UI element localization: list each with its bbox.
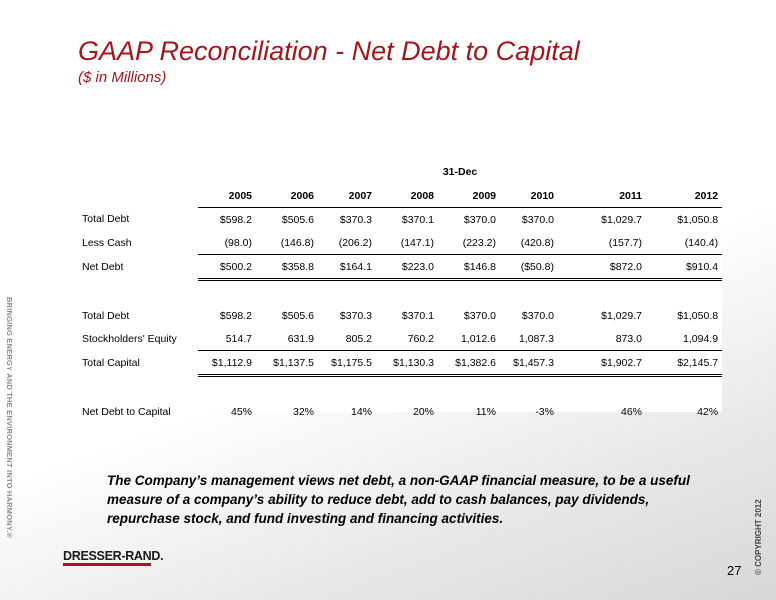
row-label: Less Cash [82, 236, 132, 249]
cell: 1,094.9 [646, 327, 722, 351]
slide-subtitle: ($ in Millions) [78, 69, 167, 86]
copyright-text: © COPYRIGHT 2012 [754, 499, 763, 575]
cell: (223.2) [438, 231, 500, 255]
cell: $370.0 [521, 213, 554, 226]
management-note: The Company’s management views net debt, a non-GAAP financial measure, to be a useful measure of a company’s ability to reduce debt, add to cash balances, pay dividends, repurchase stock, and fund investing and financing activities. [107, 473, 690, 526]
cell: 20% [412, 405, 434, 418]
slide-title: GAAP Reconciliation - Net Debt to Capital [78, 36, 580, 66]
row-label: Net Debt to Capital [82, 405, 171, 418]
cell: (146.8) [256, 231, 318, 255]
side-tagline [4, 297, 16, 539]
cell: ($50.8) [500, 255, 558, 280]
cell: (147.1) [376, 231, 438, 255]
table-row-total-capital [74, 351, 722, 376]
cell: 514.7 [198, 327, 256, 351]
cell: 42% [697, 405, 719, 418]
page-number: 27 [727, 563, 742, 578]
cell: (98.0) [198, 231, 256, 255]
cell: (140.4) [646, 231, 722, 255]
cell: $1,902.7 [558, 351, 646, 376]
cell: 1,087.3 [500, 327, 558, 351]
cell: $598.2 [219, 213, 252, 226]
cell: $598.2 [219, 309, 252, 322]
cell: $1,137.5 [256, 351, 318, 376]
table-row-stockholders-equity [74, 327, 722, 351]
table-row-total-debt [74, 304, 722, 327]
year-header: 2012 [646, 184, 722, 208]
cell: $370.0 [521, 309, 554, 322]
cell: $370.0 [463, 213, 496, 226]
cell: 760.2 [376, 327, 438, 351]
copyright-notice [754, 485, 766, 575]
cell: $910.4 [646, 255, 722, 280]
reconciliation-table [74, 160, 722, 423]
table-row-net-debt-to-capital [74, 400, 722, 423]
cell: $358.8 [256, 255, 318, 280]
side-tagline-text: BRINGING ENERGY AND THE ENVIRONMENT INTO HARMONY.® [5, 297, 14, 539]
cell: (157.7) [558, 231, 646, 255]
cell: $370.3 [339, 309, 372, 322]
cell: $872.0 [558, 255, 646, 280]
row-label: Total Debt [82, 213, 130, 226]
reconciliation-table-container [74, 160, 722, 418]
cell: $1,112.9 [198, 351, 256, 376]
cell: 805.2 [318, 327, 376, 351]
cell: 1,012.6 [438, 327, 500, 351]
year-header: 2007 [318, 184, 376, 208]
cell: $1,130.3 [376, 351, 438, 376]
table-row-net-debt [74, 255, 722, 280]
cell: $1,175.5 [318, 351, 376, 376]
cell: 14% [350, 405, 372, 418]
group-header: 31-Dec [442, 166, 478, 178]
cell: $500.2 [198, 255, 256, 280]
cell: $505.6 [281, 309, 314, 322]
year-header: 2009 [438, 184, 500, 208]
row-label: Total Debt [82, 309, 130, 322]
cell: $164.1 [318, 255, 376, 280]
cell: 45% [230, 405, 252, 418]
cell: (420.8) [500, 231, 558, 255]
cell: (206.2) [318, 231, 376, 255]
cell: -3% [535, 405, 554, 418]
table-row-less-cash [74, 231, 722, 255]
year-header: 2006 [256, 184, 318, 208]
company-logo [63, 549, 164, 563]
cell: $370.0 [463, 309, 496, 322]
cell: $1,382.6 [438, 351, 500, 376]
cell: 11% [475, 405, 496, 418]
table-row-total-debt [74, 208, 722, 232]
cell: 32% [292, 405, 314, 418]
cell: $1,457.3 [500, 351, 558, 376]
row-label: Stockholders' Equity [82, 332, 177, 345]
cell: $370.1 [401, 213, 434, 226]
cell: $223.0 [376, 255, 438, 280]
cell: $505.6 [281, 213, 314, 226]
logo-wordmark: DRESSER-RAND. [63, 549, 164, 563]
year-header: 2011 [558, 184, 646, 208]
cell: $2,145.7 [646, 351, 722, 376]
year-header: 2010 [500, 184, 558, 208]
row-label: Net Debt [82, 261, 124, 273]
cell: $1,050.8 [677, 309, 719, 322]
cell: $1,050.8 [677, 213, 719, 226]
row-label: Total Capital [82, 357, 140, 369]
cell: $1,029.7 [601, 309, 642, 322]
cell: 873.0 [558, 327, 646, 351]
cell: $1,029.7 [601, 213, 642, 226]
cell: 46% [620, 405, 642, 418]
table-spacer [74, 280, 722, 305]
cell: $146.8 [438, 255, 500, 280]
cell: $370.3 [339, 213, 372, 226]
year-header: 2005 [198, 184, 256, 208]
year-header: 2008 [376, 184, 438, 208]
table-spacer [74, 376, 722, 401]
cell: 631.9 [256, 327, 318, 351]
cell: $370.1 [401, 309, 434, 322]
logo-accent-bar [63, 563, 151, 566]
